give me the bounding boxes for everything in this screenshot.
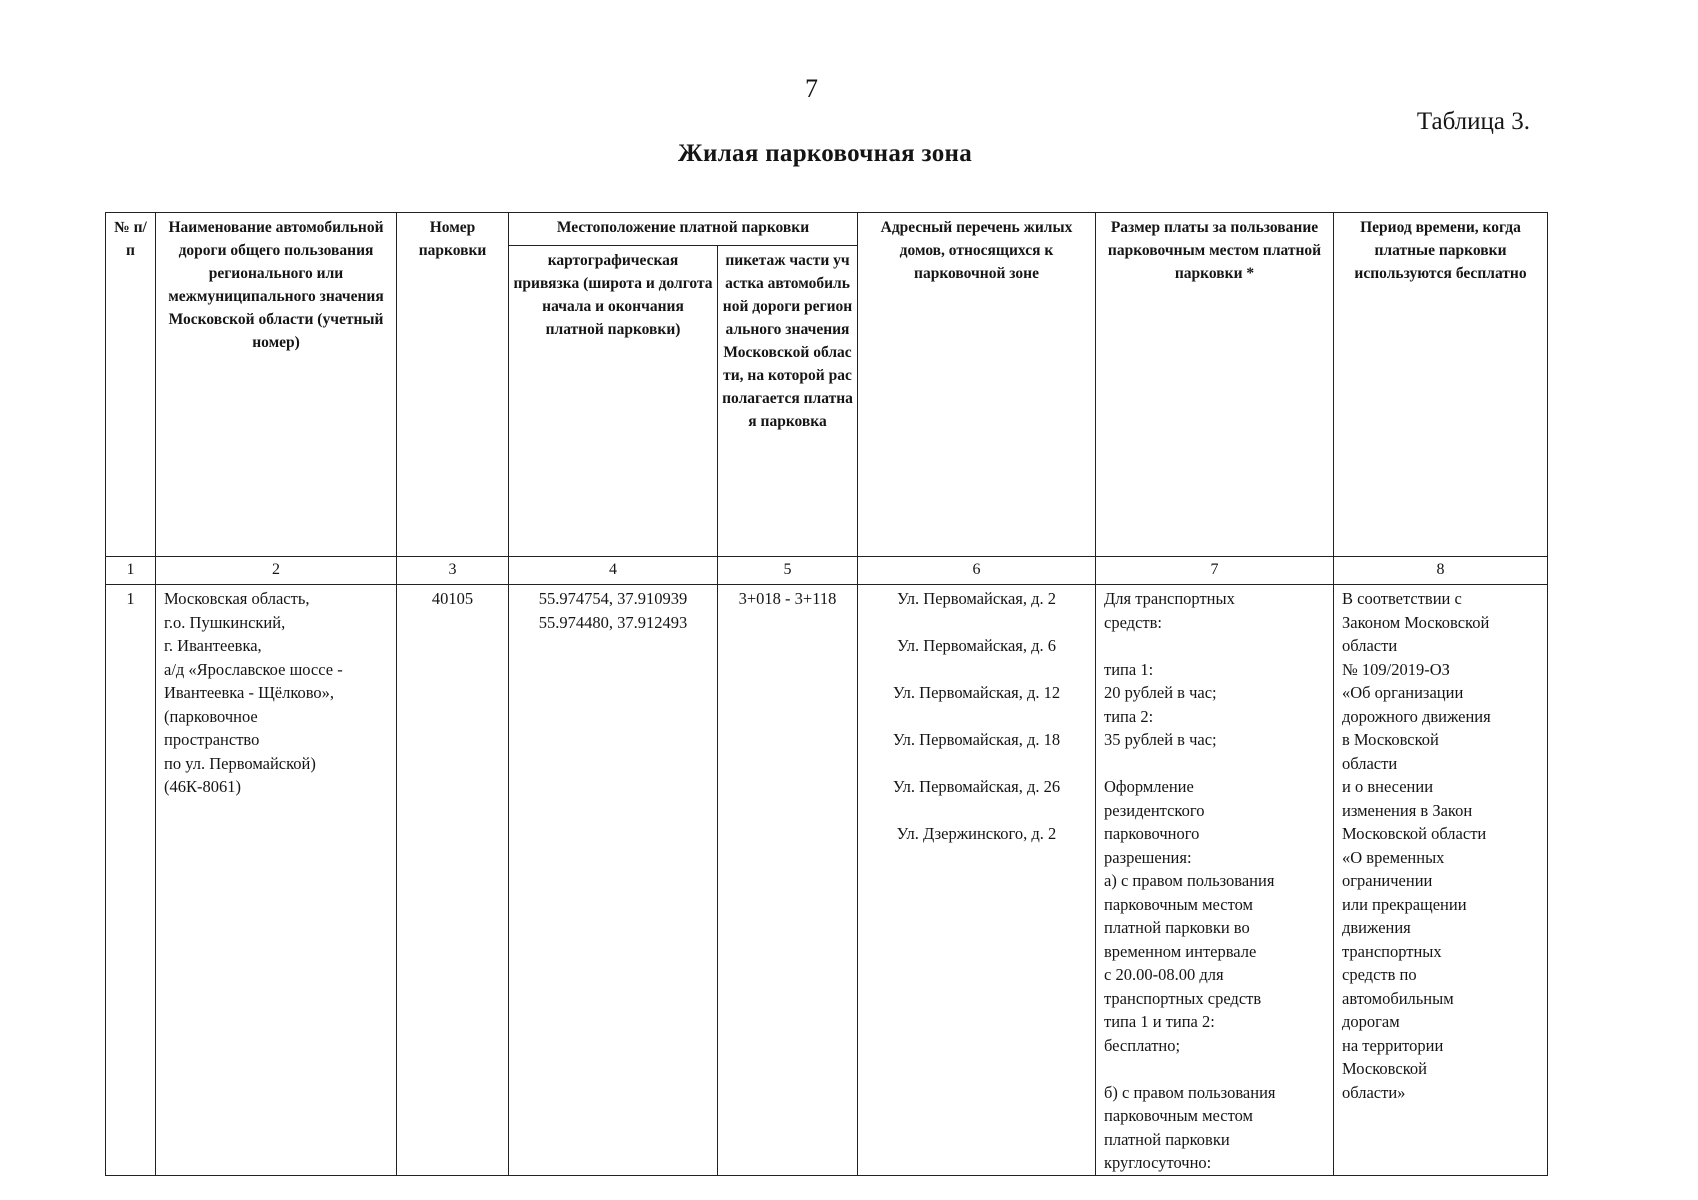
road-line: Ивантеевка - Щёлково», (164, 683, 335, 702)
header-num: № п/п (106, 213, 156, 557)
fee-line: 35 рублей в час; (1104, 730, 1217, 749)
free-period-line: изменения в Закон (1342, 800, 1473, 820)
cell-picket: 3+018 - 3+118 (718, 585, 858, 1176)
free-period-line: «О временных (1342, 847, 1445, 867)
coordinate-start: 55.974754, 37.910939 (538, 589, 688, 608)
address-item: Ул. Первомайская, д. 2 (896, 589, 1057, 608)
cell-road-name (156, 585, 397, 1176)
fee-line: парковочным местом (1104, 894, 1253, 914)
free-period-line: или прекращении (1342, 894, 1467, 914)
fee-spacer (1104, 1057, 1325, 1081)
road-line: Московская область, (164, 589, 310, 608)
cell-coordinates (509, 585, 718, 1176)
address-item: Ул. Дзержинского, д. 2 (896, 824, 1057, 843)
address-item: Ул. Первомайская, д. 6 (896, 636, 1057, 655)
road-line: г. Ивантеевка, (164, 636, 262, 655)
header-road-name: Наименование автомобильной дороги общего пользования регионального или межмуниципального значения Московской области (учетный номер) (156, 213, 397, 557)
road-line: (46К-8061) (164, 777, 241, 796)
fee-line: с 20.00-08.00 для (1104, 965, 1224, 984)
fee-line: типа 2: (1104, 706, 1154, 726)
free-period-line: дорожного движения (1342, 706, 1491, 726)
road-line: а/д «Ярославское шоссе - (164, 659, 343, 679)
fee-line: парковочного (1104, 824, 1200, 843)
header-cartographic: картографическая привязка (широта и долгота начала и окончания платной парковки) (509, 246, 718, 557)
header-picket: пикетаж части участка автомобильной дороги регионального значения Московской области, на которой располагается платная парковка (718, 246, 858, 557)
free-period-line: области (1342, 636, 1398, 655)
free-period-line: области (1342, 753, 1398, 773)
free-period-line: Законом Московской (1342, 612, 1490, 632)
free-period-line: средств по (1342, 965, 1417, 984)
fee-line: 20 рублей в час; (1104, 683, 1217, 702)
header-free-period: Период времени, когда платные парковки используются бесплатно (1334, 213, 1548, 557)
fee-line: временном интервале (1104, 941, 1257, 961)
fee-spacer (1104, 634, 1325, 658)
road-line: г.о. Пушкинский, (164, 612, 286, 632)
fee-line: бесплатно; (1104, 1035, 1181, 1055)
fee-line: типа 1: (1104, 659, 1154, 679)
coordinate-end: 55.974480, 37.912493 (538, 612, 688, 632)
fee-line: средств: (1104, 612, 1162, 632)
free-period-line: «Об организации (1342, 683, 1464, 702)
header-fee: Размер платы за пользование парковочным местом платной парковки * (1096, 213, 1334, 557)
column-number: 6 (858, 557, 1096, 585)
free-period-line: в Московской (1342, 730, 1439, 749)
document-title: Жилая парковочная зона (677, 140, 973, 167)
cell-fee (1096, 585, 1334, 1176)
header-location: Местоположение платной парковки (509, 213, 858, 246)
address-item: Ул. Первомайская, д. 26 (892, 777, 1061, 796)
fee-line: Для транспортных (1104, 589, 1235, 608)
free-period-line: дорогам (1342, 1012, 1400, 1031)
free-period-line: В соответствии с (1342, 589, 1462, 608)
free-period-line: ограничении (1342, 871, 1433, 890)
column-number: 1 (106, 557, 156, 585)
cell-num: 1 (106, 585, 156, 1176)
fee-line: платной парковки (1104, 1129, 1230, 1149)
cell-free-period (1334, 585, 1548, 1176)
free-period-line: транспортных (1342, 941, 1442, 961)
column-number: 3 (397, 557, 509, 585)
free-period-line: области» (1342, 1082, 1406, 1102)
fee-line: парковочным местом (1104, 1106, 1253, 1125)
free-period-line: № 109/2019-ОЗ (1342, 659, 1450, 679)
road-line: (парковочное (164, 706, 258, 726)
address-item: Ул. Первомайская, д. 18 (892, 730, 1061, 749)
column-number: 8 (1334, 557, 1548, 585)
fee-line: круглосуточно: (1104, 1153, 1212, 1172)
cell-parking-number: 40105 (397, 585, 509, 1176)
free-period-line: Московской области (1342, 824, 1487, 843)
free-period-line: и о внесении (1342, 777, 1434, 796)
fee-line: платной парковки во (1104, 918, 1250, 937)
free-period-line: автомобильным (1342, 988, 1454, 1008)
table-row (106, 585, 1548, 1176)
road-line: по ул. Первомайской) (164, 753, 316, 773)
fee-line: разрешения: (1104, 847, 1192, 867)
fee-line: транспортных средств (1104, 988, 1262, 1008)
fee-line: а) с правом пользования (1104, 871, 1275, 890)
cell-addresses (858, 585, 1096, 1176)
column-number: 7 (1096, 557, 1334, 585)
header-row-top (106, 213, 1548, 246)
header-parking-number: Номер парковки (397, 213, 509, 557)
fee-line: б) с правом пользования (1104, 1082, 1276, 1102)
free-period-line: на территории (1342, 1035, 1444, 1055)
road-line: пространство (164, 730, 260, 749)
free-period-line: Московской (1342, 1059, 1427, 1078)
header-addresses: Адресный перечень жилых домов, относящихся к парковочной зоне (858, 213, 1096, 557)
page-number: 7 (805, 74, 818, 103)
fee-spacer (1104, 752, 1325, 776)
column-number: 4 (509, 557, 718, 585)
fee-line: типа 1 и типа 2: (1104, 1012, 1215, 1031)
free-period-line: движения (1342, 918, 1411, 937)
parking-zone-table (105, 212, 1548, 1176)
column-number-row (106, 557, 1548, 585)
column-number: 2 (156, 557, 397, 585)
fee-line: резидентского (1104, 800, 1205, 820)
column-number: 5 (718, 557, 858, 585)
address-item: Ул. Первомайская, д. 12 (892, 683, 1061, 702)
fee-line: Оформление (1104, 777, 1194, 796)
table-label: Таблица 3. (1416, 108, 1530, 135)
